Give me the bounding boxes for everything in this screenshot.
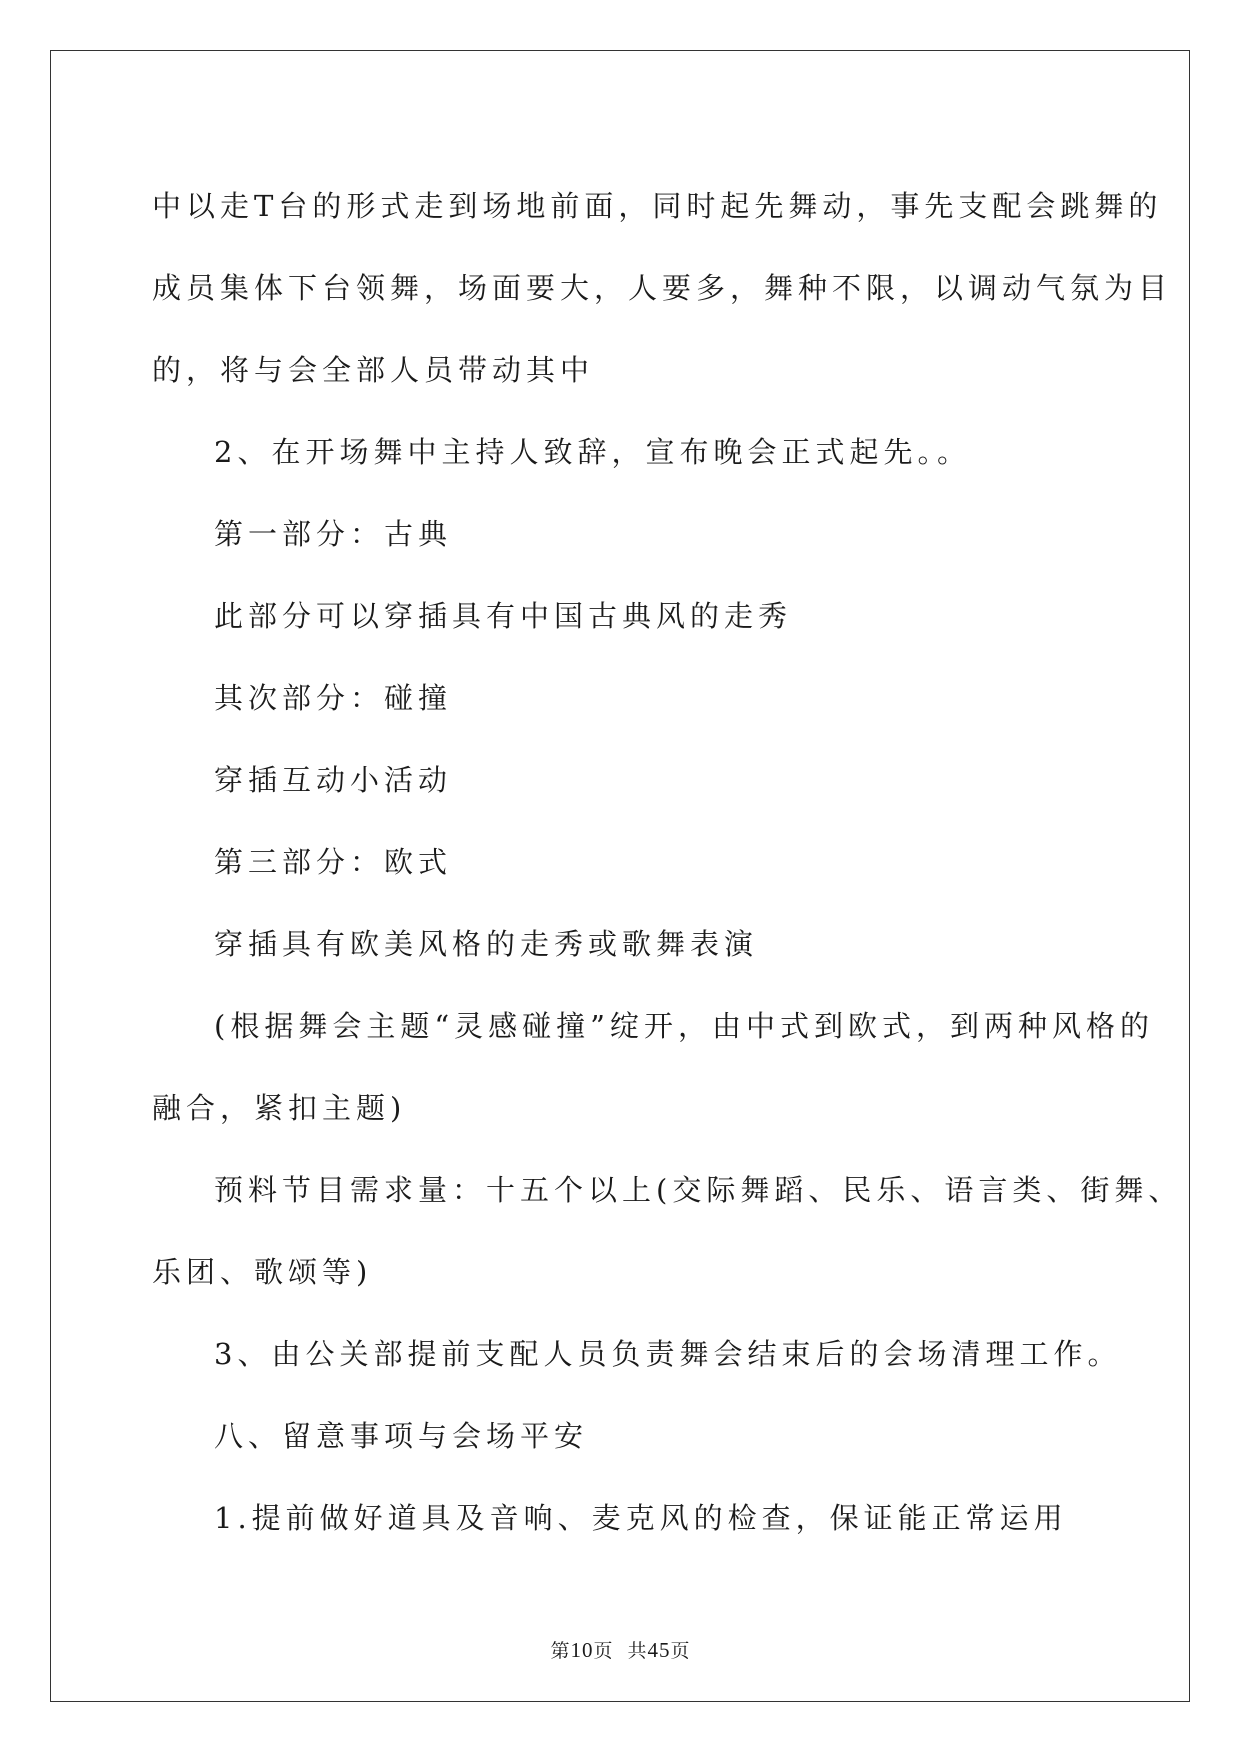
footer-middle: 页 共 — [593, 1640, 648, 1662]
text-line: 中以走T台的形式走到场地前面，同时起先舞动，事先支配会跳舞的 — [152, 189, 1163, 223]
text-line: 2、在开场舞中主持人致辞，宣布晚会正式起先。。 — [214, 435, 971, 469]
text-line: (根据舞会主题“灵感碰撞”绽开，由中式到欧式，到两种风格的 — [214, 1009, 1154, 1043]
text-line: 1.提前做好道具及音响、麦克风的检查，保证能正常运用 — [214, 1501, 1068, 1535]
text-line: 穿插互动小活动 — [214, 763, 453, 797]
text-line: 融合，紧扣主题) — [152, 1091, 407, 1125]
footer-prefix: 第 — [550, 1640, 571, 1662]
section-heading: 其次部分：碰撞 — [214, 681, 453, 715]
section-heading: 第一部分：古典 — [214, 517, 453, 551]
page-footer — [0, 1636, 1241, 1663]
total-page-number: 45 — [647, 1638, 671, 1662]
section-heading: 八、留意事项与会场平安 — [214, 1419, 589, 1453]
text-line: 此部分可以穿插具有中国古典风的走秀 — [214, 599, 793, 633]
text-line: 3、由公关部提前支配人员负责舞会结束后的会场清理工作。 — [214, 1337, 1122, 1371]
text-line: 成员集体下台领舞，场面要大，人要多，舞种不限，以调动气氛为目 — [152, 271, 1173, 305]
current-page-number: 10 — [570, 1638, 594, 1662]
text-line: 穿插具有欧美风格的走秀或歌舞表演 — [214, 927, 759, 961]
text-line: 乐团、歌颂等) — [152, 1255, 373, 1289]
footer-suffix: 页 — [670, 1640, 691, 1662]
document-body — [152, 165, 1183, 1559]
section-heading: 第三部分：欧式 — [214, 845, 453, 879]
text-line: 的，将与会全部人员带动其中 — [152, 353, 595, 387]
text-line: 预料节目需求量：十五个以上(交际舞蹈、民乐、语言类、街舞、 — [214, 1173, 1183, 1207]
